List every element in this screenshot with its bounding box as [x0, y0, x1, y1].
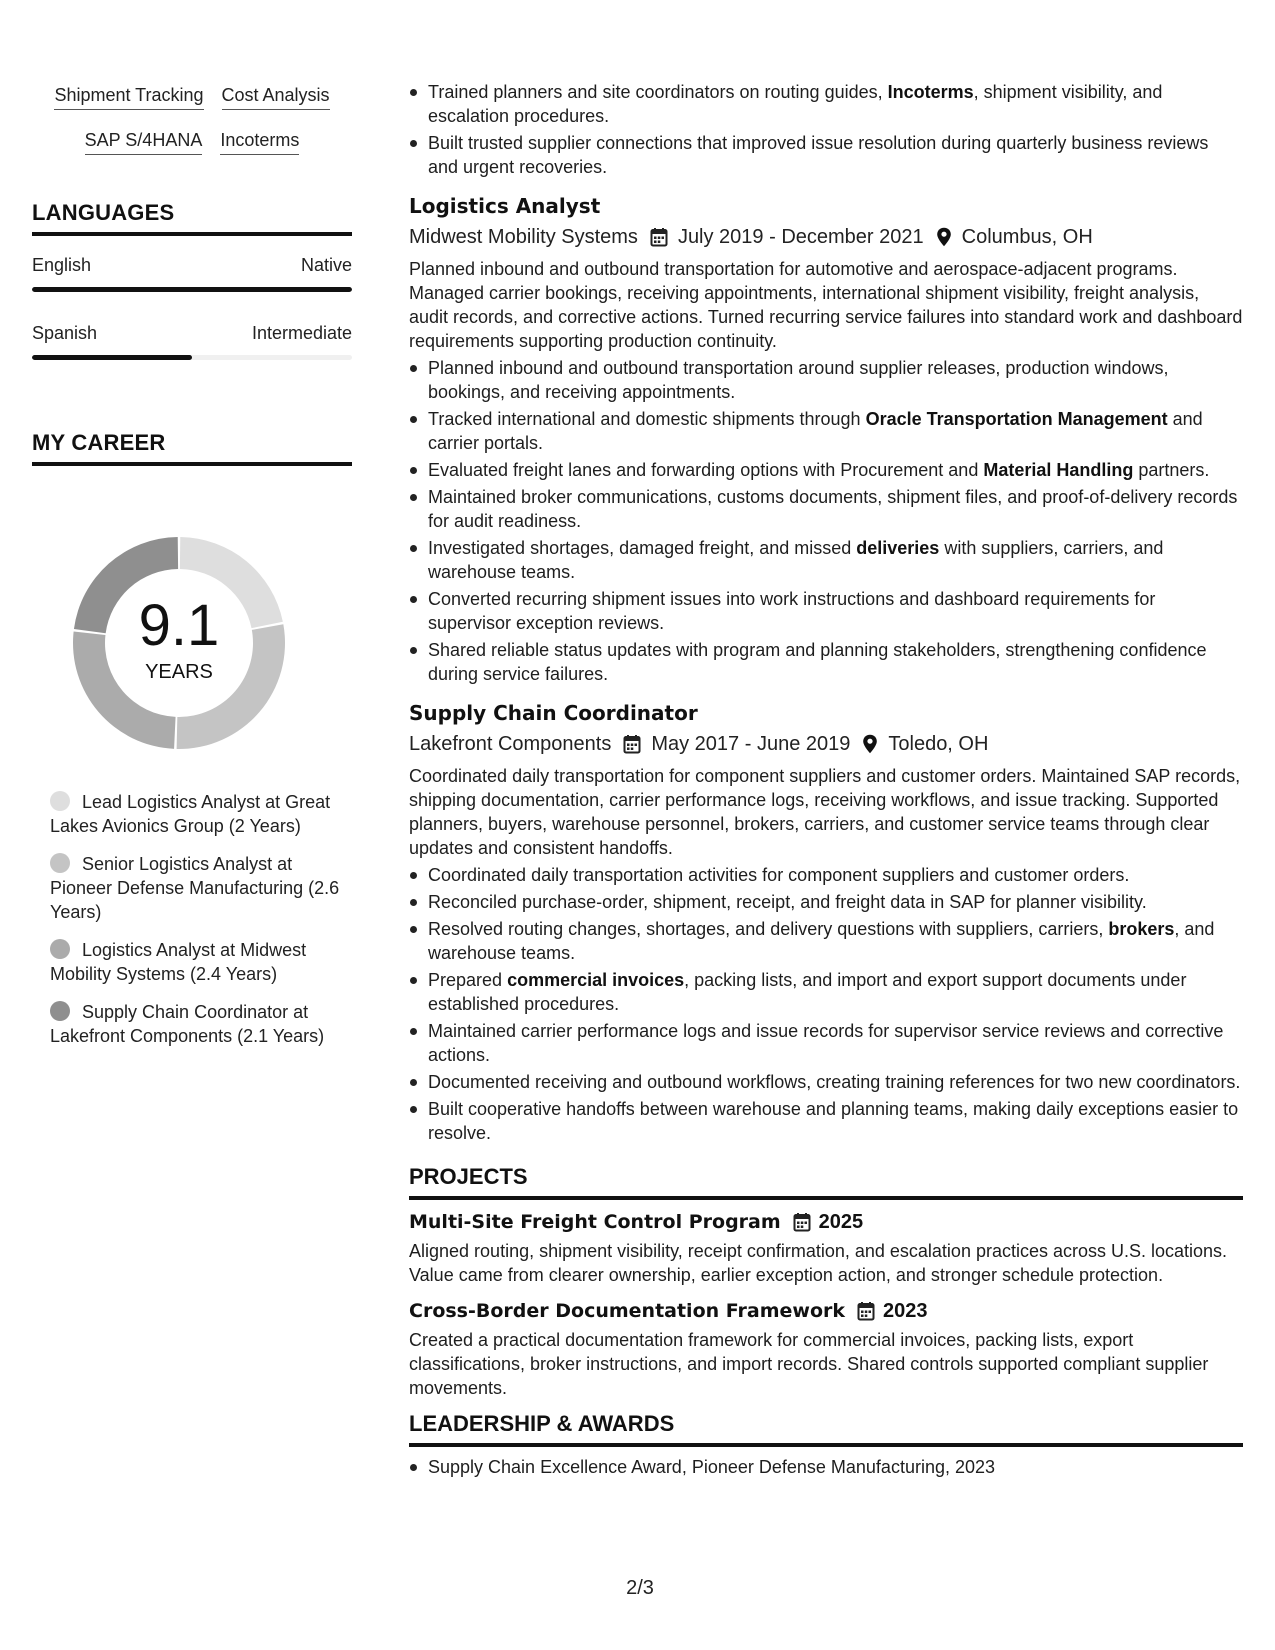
career-donut-chart — [66, 530, 292, 756]
skill-tag: SAP S/4HANA — [85, 129, 203, 155]
job-entry — [409, 193, 1243, 686]
language-bar — [32, 287, 352, 292]
legend-dot — [50, 939, 70, 959]
page-number: 2/3 — [626, 1577, 654, 1599]
calendar-icon — [650, 227, 668, 247]
bullet-item: Built trusted supplier connections that improved issue resolution during quarterly business reviews and urgent recoveries. — [409, 131, 1243, 179]
bullet-item: Maintained broker communications, customs documents, shipment files, and proof-of-delivery records for audit readiness. — [409, 485, 1243, 533]
main-column — [409, 80, 1243, 1482]
bullet-item: Reconciled purchase-order, shipment, receipt, and freight data in SAP for planner visibility. — [409, 890, 1243, 914]
bullet-item: Evaluated freight lanes and forwarding options with Procurement and Material Handling partners. — [409, 458, 1243, 482]
language-name: English — [32, 255, 92, 275]
job-title: Supply Chain Coordinator — [409, 701, 698, 725]
language-level: Intermediate — [251, 323, 352, 343]
skills-row — [32, 129, 352, 155]
job-meta — [409, 223, 1243, 251]
career-total-years: 9.1 — [138, 593, 220, 658]
language-item — [32, 254, 352, 292]
skill-tag: Shipment Tracking — [54, 84, 203, 110]
language-item — [32, 322, 352, 360]
project-description: Aligned routing, shipment visibility, receipt confirmation, and escalation practices across U.S. locations. Value came from clearer ownership, earlier exception action, and stronger schedule protection. — [409, 1241, 1228, 1285]
bullet-item: Maintained carrier performance logs and issue records for supervisor service reviews and corrective actions. — [409, 1019, 1243, 1067]
bullet-item: Built cooperative handoffs between warehouse and planning teams, making daily exceptions easier to resolve. — [409, 1097, 1243, 1145]
career-legend-item — [50, 938, 340, 986]
job-location: Columbus, OH — [961, 226, 1093, 248]
skills-row — [32, 84, 352, 110]
career-legend-item — [50, 790, 340, 838]
career-legend-item — [50, 852, 340, 924]
calendar-icon — [857, 1301, 875, 1321]
language-bar-fill — [32, 355, 192, 360]
language-level: Native — [300, 255, 352, 275]
career-legend-label: Supply Chain Coordinator at Lakefront Components (2.1 Years) — [50, 1002, 325, 1046]
legend-dot — [50, 853, 70, 873]
legend-dot — [50, 791, 70, 811]
project-description: Created a practical documentation framework for commercial invoices, packing lists, export classifications, broker instructions, and import records. Shared controls supported compliant supplier movements. — [409, 1330, 1209, 1398]
bullet-item: Documented receiving and outbound workflows, creating training references for two new coordinators. — [409, 1070, 1243, 1094]
previous-job-bullets — [409, 80, 1243, 179]
job-dates: May 2017 - June 2019 — [651, 733, 851, 755]
project-year: 2023 — [883, 1300, 928, 1322]
job-bullets — [409, 863, 1243, 1145]
map-pin-icon — [862, 734, 878, 754]
bullet-item: Planned inbound and outbound transportation around supplier releases, production windows, bookings, and receiving appointments. — [409, 356, 1243, 404]
award-item: Supply Chain Excellence Award, Pioneer Defense Manufacturing, 2023 — [409, 1455, 1243, 1479]
project-year: 2025 — [818, 1211, 864, 1233]
project-title: Cross-Border Documentation Framework — [409, 1300, 846, 1322]
job-entry — [409, 700, 1243, 1145]
career-legend-label: Lead Logistics Analyst at Great Lakes Avionics Group (2 Years) — [50, 792, 331, 836]
job-bullets — [409, 356, 1243, 686]
languages-heading: LANGUAGES — [32, 200, 352, 236]
career-legend-label: Logistics Analyst at Midwest Mobility Systems (2.4 Years) — [50, 940, 307, 984]
project-entry — [409, 1208, 1243, 1287]
job-dates: July 2019 - December 2021 — [677, 226, 924, 248]
career-unit-label: YEARS — [145, 661, 213, 683]
job-company: Midwest Mobility Systems — [409, 226, 638, 248]
bullet-item: Converted recurring shipment issues into work instructions and dashboard requirements for supervisor exception reviews. — [409, 587, 1243, 635]
project-title: Multi-Site Freight Control Program — [409, 1211, 781, 1233]
legend-dot — [50, 1001, 70, 1021]
skill-tag: Incoterms — [220, 129, 299, 155]
bullet-item: Tracked international and domestic shipments through Oracle Transportation Management and carrier portals. — [409, 407, 1243, 455]
career-legend — [50, 790, 340, 1062]
job-location: Toledo, OH — [888, 733, 989, 755]
career-heading: MY CAREER — [32, 430, 352, 466]
job-meta — [409, 730, 1243, 758]
language-bar — [32, 355, 352, 360]
job-title: Logistics Analyst — [409, 194, 601, 218]
skills-list — [32, 84, 352, 174]
career-legend-item — [50, 1000, 340, 1048]
projects-heading: PROJECTS — [409, 1163, 1243, 1200]
job-summary: Coordinated daily transportation for component suppliers and customer orders. Maintained SAP records, shipping documentation, carrier performance logs, receiving workflows, and issue tracking. Supported planners, buyers, warehouse personnel, brokers, carriers, and customer service teams through clear updates and consistent handoffs. — [409, 766, 1241, 858]
map-pin-icon — [936, 227, 952, 247]
language-name: Spanish — [32, 323, 98, 343]
skill-tag: Cost Analysis — [222, 84, 330, 110]
job-summary: Planned inbound and outbound transportation for automotive and aerospace-adjacent programs. Managed carrier bookings, receiving appointments, international shipment visibility, freight analysis, audit records, and corrective actions. Turned recurring service failures into standard work and dashboard requirements supporting production continuity. — [409, 259, 1243, 351]
calendar-icon — [623, 734, 641, 754]
calendar-icon — [793, 1212, 811, 1232]
bullet-item: Prepared commercial invoices, packing lists, and import and export support documents under established procedures. — [409, 968, 1243, 1016]
project-entry — [409, 1297, 1243, 1400]
bullet-item: Resolved routing changes, shortages, and delivery questions with suppliers, carriers, brokers, and warehouse teams. — [409, 917, 1243, 965]
bullet-item: Trained planners and site coordinators on routing guides, Incoterms, shipment visibility, and escalation procedures. — [409, 80, 1243, 128]
job-company: Lakefront Components — [409, 733, 612, 755]
awards-heading: LEADERSHIP & AWARDS — [409, 1410, 1243, 1447]
career-legend-label: Senior Logistics Analyst at Pioneer Defense Manufacturing (2.6 Years) — [50, 854, 340, 922]
language-bar-fill — [32, 287, 352, 292]
bullet-item: Shared reliable status updates with program and planning stakeholders, strengthening confidence during service failures. — [409, 638, 1243, 686]
awards-list — [409, 1455, 1243, 1479]
bullet-item: Coordinated daily transportation activities for component suppliers and customer orders. — [409, 863, 1243, 887]
bullet-item: Investigated shortages, damaged freight, and missed deliveries with suppliers, carriers, and warehouse teams. — [409, 536, 1243, 584]
